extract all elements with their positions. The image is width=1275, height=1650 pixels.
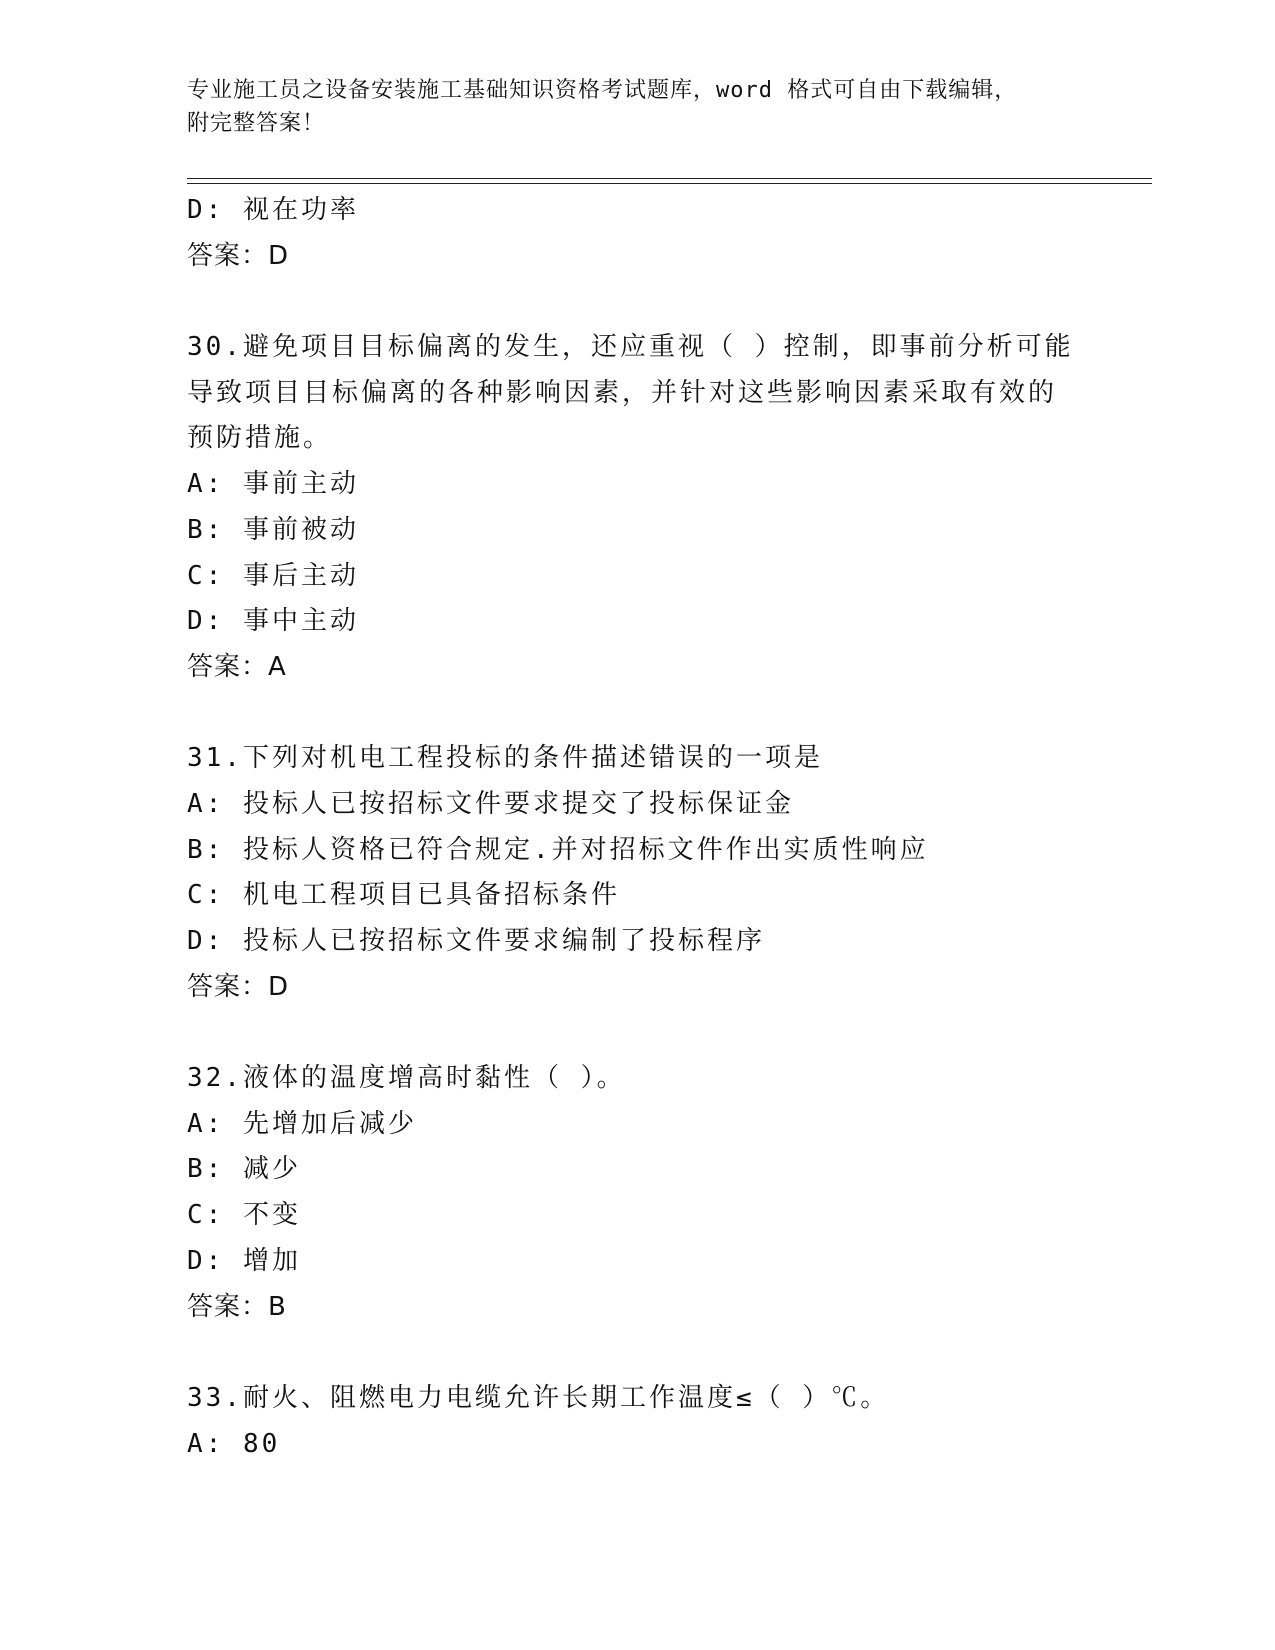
question-list: [187, 188, 1087, 1467]
spacer: [187, 1010, 1087, 1056]
spacer: [187, 691, 1087, 737]
question-31-option-d: D: 投标人已按招标文件要求编制了投标程序: [187, 926, 765, 956]
question-32-option-c: C: 不变: [187, 1200, 301, 1231]
question-30: [187, 325, 1087, 691]
question-30-option-d: D: 事中主动: [187, 606, 359, 637]
question-30-text-line-2: 导致项目目标偏离的各种影响因素，并针对这些影响因素采取有效的: [187, 377, 1058, 408]
spacer: [187, 279, 1087, 325]
question-33-text: 33.耐火、阻燃电力电缆允许长期工作温度≤（ ）℃。: [187, 1382, 890, 1413]
question-31-option-b: B: 投标人资格已符合规定.并对招标文件作出实质性响应: [187, 834, 929, 865]
question-32-option-a: A: 先增加后减少: [187, 1108, 417, 1139]
question-32-option-b: B: 减少: [187, 1154, 301, 1185]
header-line-2: 附完整答案！: [187, 111, 326, 136]
header-rule-top: [187, 178, 1152, 179]
question-30-text-line-1: 30.避免项目目标偏离的发生，还应重视（ ）控制，即事前分析可能: [187, 332, 1074, 363]
question-32-text: 32.液体的温度增高时黏性（ ）。: [187, 1063, 626, 1094]
prev-option-d: D: 视在功率: [187, 195, 359, 225]
header-rule-bottom: [187, 183, 1152, 184]
question-33-option-a: A: 80: [187, 1428, 281, 1459]
question-30-option-c: C: 事后主动: [187, 560, 359, 591]
question-31: [187, 736, 1087, 1010]
question-31-text: 31.下列对机电工程投标的条件描述错误的一项是: [187, 743, 823, 774]
question-33: [187, 1376, 1087, 1467]
question-32-option-d: D: 增加: [187, 1245, 301, 1276]
question-32-answer: 答案：B: [187, 1291, 287, 1322]
question-30-text-line-3: 预防措施。: [187, 423, 333, 454]
question-31-option-a: A: 投标人已按招标文件要求提交了投标保证金: [187, 788, 794, 819]
question-30-answer: 答案：A: [187, 651, 287, 682]
document-header: [187, 74, 1087, 140]
spacer: [187, 1330, 1087, 1376]
question-31-option-c: C: 机电工程项目已具备招标条件: [187, 880, 620, 911]
question-31-answer: 答案：D: [187, 971, 290, 1002]
question-30-option-b: B: 事前被动: [187, 514, 359, 545]
question-30-option-a: A: 事前主动: [187, 469, 359, 500]
question-32: [187, 1056, 1087, 1330]
prev-answer: 答案：D: [187, 240, 290, 271]
header-line-1: 专业施工员之设备安装施工基础知识资格考试题库，word 格式可自由下载编辑，: [187, 78, 1018, 103]
